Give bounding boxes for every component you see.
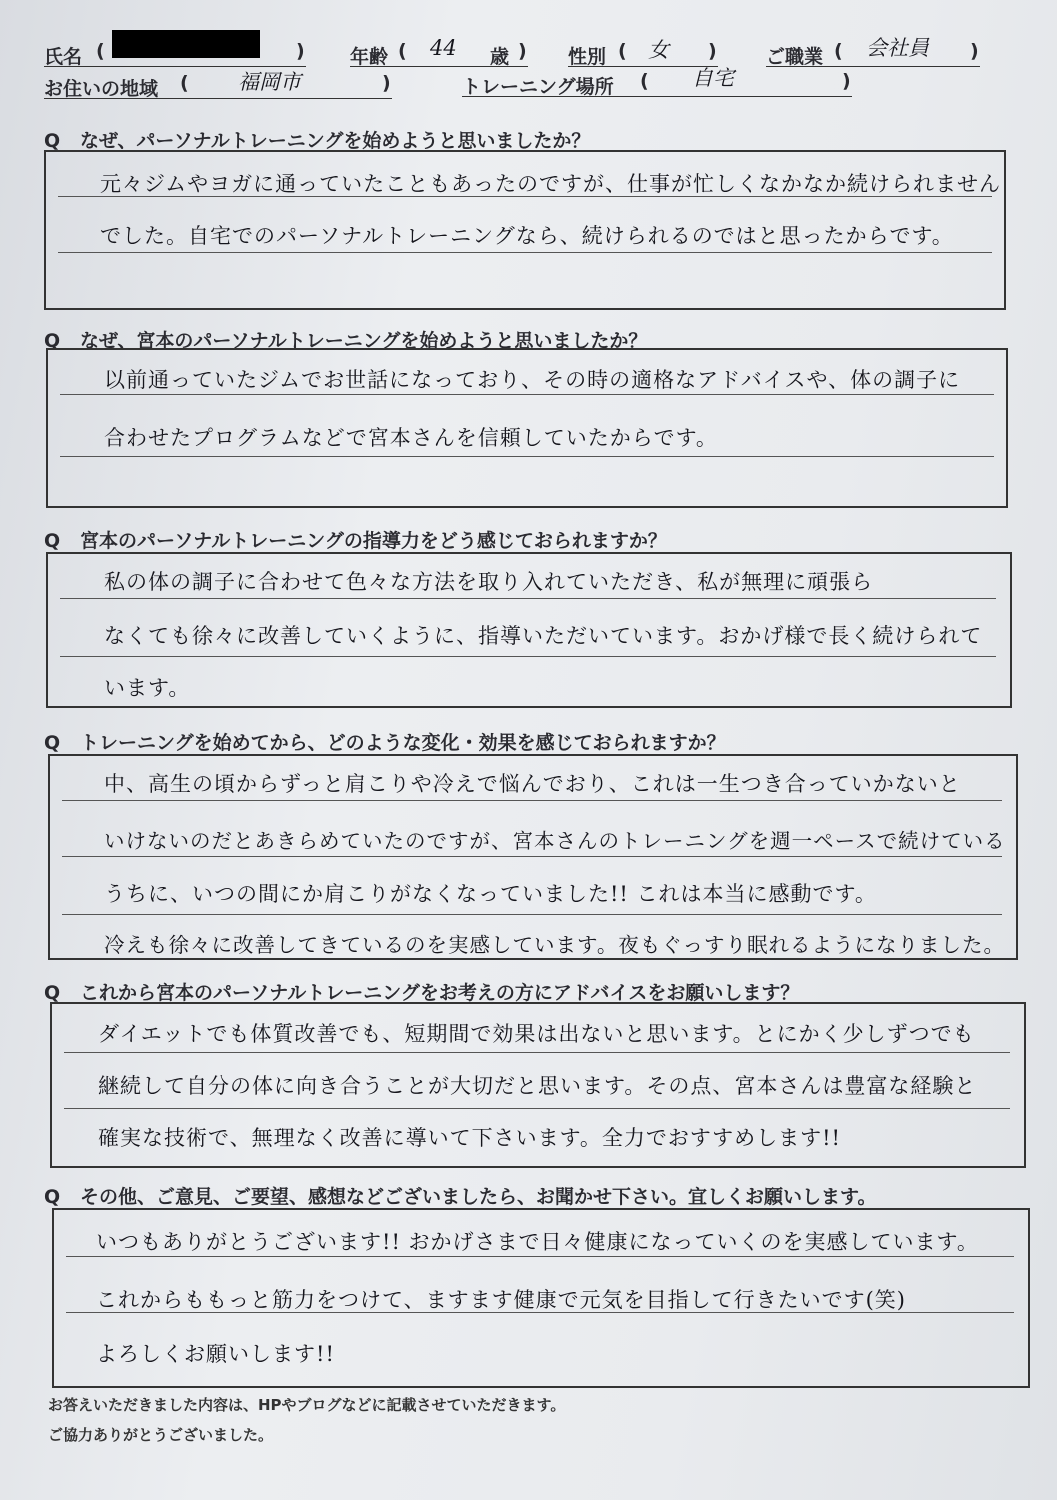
occupation-label: ご職業 xyxy=(766,46,824,68)
answer-3-line-2: なくても徐々に改善していくように、指導いただいています。おかげ様で長く続けられて xyxy=(104,624,983,648)
name-label: 氏名 xyxy=(44,46,83,68)
answer-4-line-2: いけないのだとあきらめていたのですが、宮本さんのトレーニングを週一ペースで続けている xyxy=(104,829,1006,853)
age-unit: 歳 xyxy=(490,46,510,68)
footer-note-2: ご協力ありがとうございました。 xyxy=(48,1426,274,1444)
answer-2-line-1: 以前通っていたジムでお世話になっており、その時の適格なアドバイスや、体の調子に xyxy=(104,368,961,392)
answer-1-line-2: でした。自宅でのパーソナルトレーニングなら、続けられるのではと思ったからです。 xyxy=(100,224,954,248)
question-6: Q その他、ご意見、ご要望、感想などございましたら、お聞かせ下さい。宜しくお願いします。 xyxy=(44,1186,877,1208)
residence-value: 福岡市 xyxy=(238,70,301,94)
gender-label: 性別 xyxy=(568,46,607,68)
answer-2-line-2: 合わせたプログラムなどで宮本さんを信頼していたからです。 xyxy=(104,426,718,450)
training-location-value: 自宅 xyxy=(692,66,734,90)
question-3: Q 宮本のパーソナルトレーニングの指導力をどう感じておられますか？ xyxy=(44,530,667,552)
answer-4-line-3: うちに、いつの間にか肩こりがなくなっていました!! これは本当に感動です。 xyxy=(104,882,877,906)
survey-sheet: 氏名 ( ) 年齢 ( 44 歳 ) 性別 ( 女 ) ご職業 ( 会社員 ) お住いの地域 ( 福岡市 ) トレーニング場所 ( 自宅 ) Q なぜ、パーソナルトレーニングを始めようと思いましたか？ 元々ジムやヨガに通っていたこともあったのですが、仕事が忙しくなかなか続けられません でした。自宅でのパーソナルトレーニングなら、続けられるのではと思ったからです。 Q なぜ、宮本のパーソナルトレーニングを始めようと思いましたか？ 以前通っていたジムでお世話になっており、その時の適格なアドバイスや、体の調子に 合わせたプログラムなどで宮本さんを信頼していたからです。 Q 宮本のパーソナルトレーニングの指導力をどう感じておられますか？ 私の体の調子に合わせて色々な方法を取り入れていただき、私が無理に頑張ら なくても徐々に改善していくように、指導いただいています。おかげ様で長く続けられて います。 Q トレーニングを始めてから、どのような変化・効果を感じておられますか？ 中、高生の頃からずっと肩こりや冷えで悩んでおり、これは一生つき合っていかないと いけないのだとあきらめていたのですが、宮本さんのトレーニングを週一ペースで続けている うちに、いつの間にか肩こりがなくなっていました!! これは本当に感動です。 冷えも徐々に改善してきているのを実感しています。夜もぐっすり眠れるようになりました。 Q これから宮本のパーソナルトレーニングをお考えの方にアドバイスをお願いします？ ダイエットでも体質改善でも、短期間で効果は出ないと思います。とにかく少しずつでも 継続して自分の体に向き合うことが大切だと思います。その点、宮本さんは豊富な経験と 確実な技術で、無理なく改善に導いて下さいます。全力でおすすめします!! Q その他、ご意見、ご要望、感想などございましたら、お聞かせ下さい。宜しくお願いします。 いつもありがとうございます!! おかげさまで日々健康になっていくのを実感しています。 これからももっと筋力をつけて、ますます健康で元気を目指して行きたいです(笑) よろしくお願いします!! お答えいただきました内容は、HPやブログなどに記載させていただきます。 ご協力ありがとうございました。 xyxy=(0,0,1057,1500)
occupation-value: 会社員 xyxy=(866,36,929,60)
answer-5-line-1: ダイエットでも体質改善でも、短期間で効果は出ないと思います。とにかく少しずつでも xyxy=(98,1022,975,1046)
question-2: Q なぜ、宮本のパーソナルトレーニングを始めようと思いましたか？ xyxy=(44,330,648,352)
answer-3-line-3: います。 xyxy=(104,676,191,700)
answer-4-line-4: 冷えも徐々に改善してきているのを実感しています。夜もぐっすり眠れるようになりました。 xyxy=(104,933,1005,957)
age-value: 44 xyxy=(430,36,457,60)
answer-4-line-1: 中、高生の頃からずっと肩こりや冷えで悩んでおり、これは一生つき合っていかないと xyxy=(104,772,961,796)
question-4: Q トレーニングを始めてから、どのような変化・効果を感じておられますか？ xyxy=(44,732,726,754)
question-1: Q なぜ、パーソナルトレーニングを始めようと思いましたか？ xyxy=(44,130,591,152)
answer-6-line-3: よろしくお願いします!! xyxy=(96,1342,335,1366)
question-5: Q これから宮本のパーソナルトレーニングをお考えの方にアドバイスをお願いします？ xyxy=(44,982,800,1004)
answer-3-line-1: 私の体の調子に合わせて色々な方法を取り入れていただき、私が無理に頑張ら xyxy=(104,570,874,594)
answer-6-line-2: これからももっと筋力をつけて、ますます健康で元気を目指して行きたいです(笑) xyxy=(96,1288,906,1312)
footer-note-1: お答えいただきました内容は、HPやブログなどに記載させていただきます。 xyxy=(48,1396,566,1414)
age-label: 年齢 xyxy=(350,46,389,68)
answer-5-line-2: 継続して自分の体に向き合うことが大切だと思います。その点、宮本さんは豊富な経験と xyxy=(98,1074,977,1098)
gender-value: 女 xyxy=(648,38,669,62)
answer-1-line-1: 元々ジムやヨガに通っていたこともあったのですが、仕事が忙しくなかなか続けられません xyxy=(100,172,1001,196)
residence-label: お住いの地域 xyxy=(44,78,159,100)
name-redaction xyxy=(112,30,260,58)
answer-6-line-1: いつもありがとうございます!! おかげさまで日々健康になっていくのを実感しています。 xyxy=(96,1230,979,1254)
answer-5-line-3: 確実な技術で、無理なく改善に導いて下さいます。全力でおすすめします!! xyxy=(98,1126,841,1150)
training-location-label: トレーニング場所 xyxy=(462,76,614,98)
